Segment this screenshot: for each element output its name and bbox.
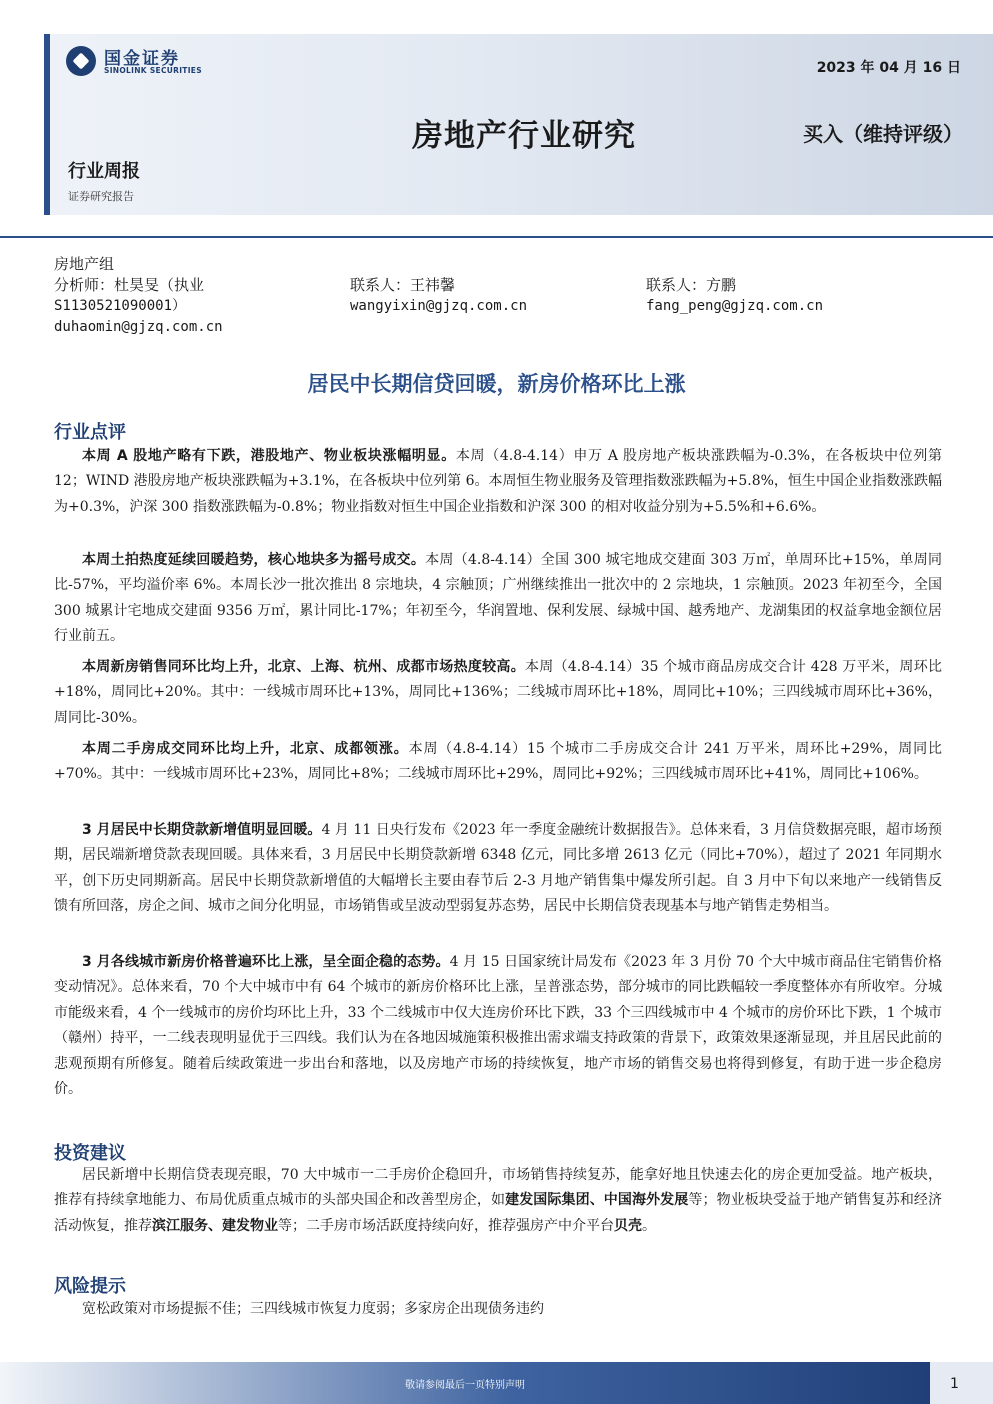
analyst-primary	[54, 254, 324, 338]
paragraph-lead: 3 月居民中长期贷款新增值明显回暖。	[82, 822, 322, 838]
contact-wang	[350, 275, 630, 317]
paragraph-body: 本周（4.8-4.14）全国 300 城宅地成交建面 303 万㎡，单周环比+15%，单周同比-57%，平均溢价率 6%。本周长沙一批次推出 8 宗地块，4 宗触顶；广州继续推出一批次中的 2 宗地块，1 宗触顶。2023 年初至今，全国 300 城累计宅地成交建面 9356 万㎡，累计同比-17%；年初至今，华润置地、保利发展、绿城中国、越秀地产、龙湖集团的权益拿地金额位居行业前五。	[54, 552, 942, 645]
contact-fang	[646, 275, 946, 317]
header-divider	[0, 236, 993, 238]
analyst-name: 分析师：杜昊旻（执业	[54, 276, 205, 294]
advice-paragraph	[54, 1163, 942, 1239]
brand-name-cn: 国金证券	[104, 49, 180, 69]
analyst-license: S1130521090001）	[54, 298, 187, 314]
paragraph-body: 本周（4.8-4.14）15 个城市二手房成交合计 241 万平米，周环比+29%，周同比+70%。其中：一线城市周环比+23%，周同比+8%；二线城市周环比+29%，周同比+92%；三四线城市周环比+41%，周同比+106%。	[54, 741, 942, 783]
contact-name: 联系人：王祎馨	[350, 276, 456, 294]
paragraph-body: 4 月 15 日国家统计局发布《2023 年 3 月份 70 个大中城市商品住宅销售价格变动情况》。总体来看，70 个大中城市中有 64 个城市的新房价格环比上涨，呈普涨态势，部分城市的同比跌幅较一季度整体亦有所收窄。分城市能级来看，4 个一线城市的房价均环比上升，33 个二线城市中仅大连房价环比下跌，33 个三四线城市中 4 个城市的房价环比下跌，1 个城市（赣州）持平，一二线表现明显优于三四线。我们认为在各地因城施策积极推出需求端支持政策的背景下，政策效果逐渐显现，并且居民此前的悲观预期有所修复。随着后续政策进一步出台和落地，以及房地产市场的持续恢复，地产市场的销售交易也将得到修复，有助于进一步企稳房价。	[54, 954, 942, 1098]
review-paragraph	[54, 655, 942, 731]
contact-email[interactable]: fang_peng@gjzq.com.cn	[646, 298, 824, 314]
contact-email[interactable]: wangyixin@gjzq.com.cn	[350, 298, 528, 314]
report-date: 2023 年 04 月 16 日	[816, 60, 961, 76]
review-paragraph	[54, 444, 942, 520]
section-title-advice: 投资建议	[54, 1143, 126, 1164]
review-paragraph	[54, 737, 942, 788]
paragraph-lead: 本周二手房成交同环比均上升，北京、成都领涨。	[82, 741, 409, 757]
header-edge	[44, 34, 50, 215]
footer-notice: 敬请参阅最后一页特别声明	[405, 1380, 525, 1391]
brand-logo-icon	[66, 46, 96, 76]
analyst-email[interactable]: duhaomin@gjzq.com.cn	[54, 319, 223, 335]
advice-stock: 贝壳	[614, 1217, 642, 1234]
review-paragraph	[54, 548, 942, 650]
paragraph-body: 本周（4.8-4.14）申万 A 股房地产板块涨跌幅为-0.3%，在各板块中位列第 12；WIND 港股房地产板块涨跌幅为+3.1%，在各板块中位列第 6。本周恒生物业服务及管理指数涨跌幅为+5.8%，恒生中国企业指数涨跌幅为+0.3%，沪深 300 指数涨跌幅为-0.8%；物业指数对恒生中国企业指数和沪深 300 的相对收益分别为+5.5%和+6.6%。	[54, 448, 942, 515]
brand-name-en: SINOLINK SECURITIES	[104, 66, 202, 75]
paragraph-lead: 本周新房销售同环比均上升，北京、上海、杭州、成都市场热度较高。	[82, 659, 525, 675]
analyst-block	[54, 254, 954, 336]
contact-name: 联系人：方鹏	[646, 276, 737, 294]
section-title-review: 行业点评	[54, 422, 126, 443]
paragraph-body: 本周（4.8-4.14）35 个城市商品房成交合计 428 万平米，周环比+18%，周同比+20%。其中：一线城市周环比+13%，周同比+136%；二线城市周环比+18%，周同比+10%；三四线城市周环比+36%，周同比-30%。	[54, 659, 942, 726]
rating-badge: 买入（维持评级）	[803, 122, 963, 146]
page-number: 1	[950, 1376, 959, 1392]
brand-logo	[66, 44, 216, 80]
review-paragraph	[54, 818, 942, 920]
advice-text: 等；二手房市场活跃度持续向好，推荐强房产中介平台	[278, 1217, 614, 1234]
advice-stock: 建发国际集团、中国海外发展	[505, 1192, 689, 1209]
review-paragraph	[54, 950, 942, 1102]
paragraph-body: 4 月 11 日央行发布《2023 年一季度金融统计数据报告》。总体来看，3 月信贷数据亮眼，超市场预期，居民端新增贷款表现回暖。具体来看，3 月居民中长期贷款新增 6348 亿元，同比多增 2613 亿元（同比+70%），超过了 2021 年同期水平，创下历史同期新高。居民中长期贷款新增值的大幅增长主要由春节后 2-3 月地产销售集中爆发所引起。自 3 月中下旬以来地产一线销售反馈有所回落，房企之间、城市之间分化明显，市场销售或呈波动型弱复苏态势，居民中长期信贷表现基本与地产销售走势相当。	[54, 822, 942, 915]
advice-text: 居民新增中长期信贷表现亮眼，70 大中城市一二手房价企稳回升，市场销售持续复苏，能拿好地且快速去化的房企更加受益。地产板块，推荐有持续拿地能力、布局优质重点城市的头部央国企和改善型房企，如	[54, 1167, 942, 1209]
paragraph-lead: 本周土拍热度延续回暖趋势，核心地块多为摇号成交。	[82, 552, 426, 568]
advice-stock: 滨江服务、建发物业	[152, 1217, 278, 1234]
report-headline: 居民中长期信贷回暖，新房价格环比上涨	[307, 372, 686, 396]
analyst-group: 房地产组	[54, 255, 115, 273]
advice-text: 。	[642, 1217, 656, 1234]
paragraph-lead: 3 月各线城市新房价格普遍环比上涨，呈全面企稳的态势。	[82, 954, 450, 970]
report-subtype: 证券研究报告	[68, 190, 134, 203]
advice-text: 等；物业板块受益于地产销售复苏和经济活动恢复，推荐	[54, 1192, 943, 1234]
paragraph-lead: 本周 A 股地产略有下跌，港股地产、物业板块涨幅明显。	[82, 448, 456, 464]
report-title: 房地产行业研究	[412, 118, 636, 154]
risk-paragraph: 宽松政策对市场提振不佳；三四线城市恢复力度弱；多家房企出现债务违约	[82, 1301, 544, 1317]
section-title-risk: 风险提示	[54, 1276, 126, 1297]
report-type: 行业周报	[68, 161, 140, 182]
